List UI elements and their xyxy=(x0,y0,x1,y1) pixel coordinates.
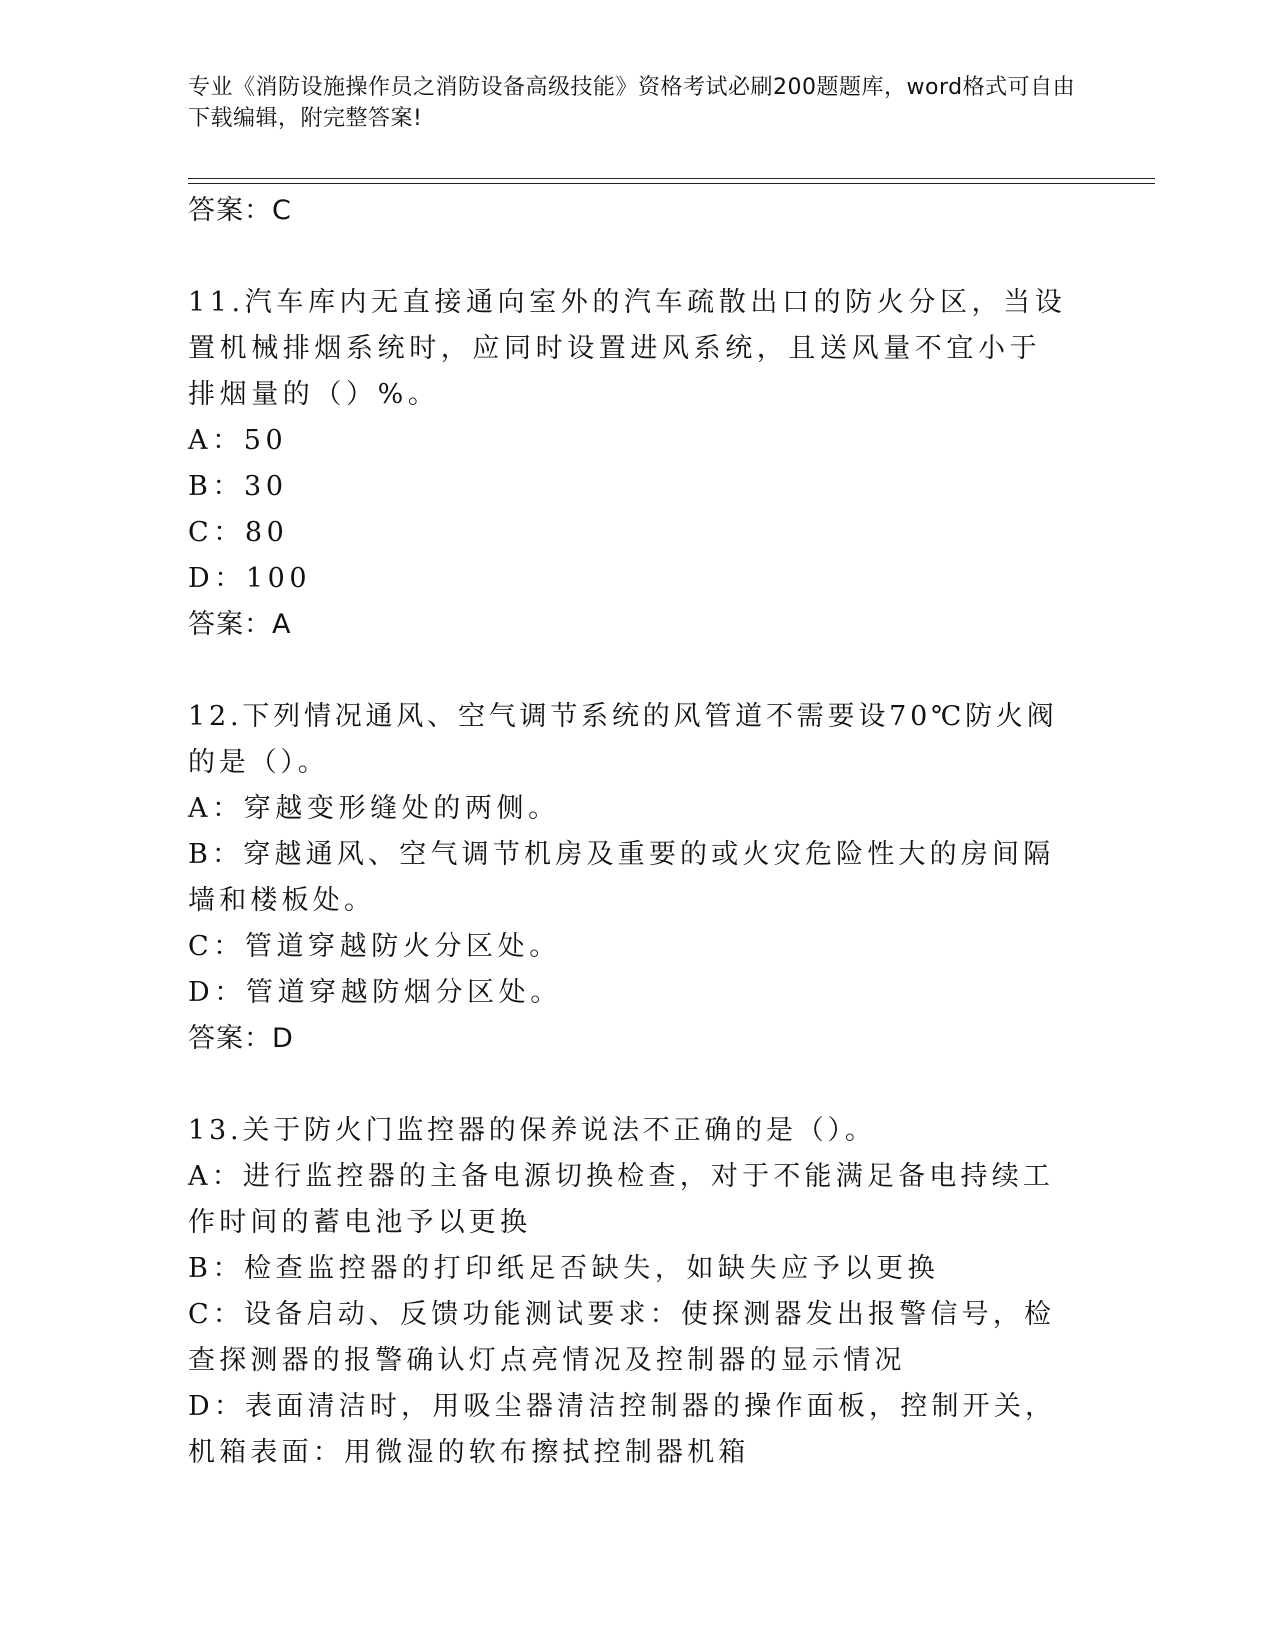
previous-answer: 答案：C xyxy=(188,195,292,226)
question-text: 12.下列情况通风、空气调节系统的风管道不需要设70℃防火阀的是（）。 xyxy=(188,701,1058,778)
option-c: C：管道穿越防火分区处。 xyxy=(188,931,561,962)
option-c: C：设备启动、反馈功能测试要求：使探测器发出报警信号，检查探测器的报警确认灯点亮情况及控制器的显示情况 xyxy=(188,1299,1056,1376)
option-a: A：50 xyxy=(188,425,288,456)
option-d: D：管道穿越防烟分区处。 xyxy=(188,977,562,1008)
question-answer: 答案：A xyxy=(188,609,292,640)
question-text: 13.关于防火门监控器的保养说法不正确的是（）。 xyxy=(188,1115,876,1146)
question-13 xyxy=(188,1108,1068,1476)
header-divider-top xyxy=(188,178,1155,179)
option-b: B：穿越通风、空气调节机房及重要的或火灾危险性大的房间隔墙和楼板处。 xyxy=(188,839,1055,916)
option-d: D：100 xyxy=(188,563,312,594)
document-header: 专业《消防设施操作员之消防设备高级技能》资格考试必刷200题题库，word格式可自由下载编辑，附完整答案! xyxy=(188,75,1076,131)
option-d: D：表面清洁时，用吸尘器清洁控制器的操作面板，控制开关，机箱表面：用微湿的软布擦拭控制器机箱 xyxy=(188,1391,1057,1468)
question-text: 11.汽车库内无直接通向室外的汽车疏散出口的防火分区，当设置机械排烟系统时，应同时设置进风系统，且送风量不宜小于排烟量的（）%。 xyxy=(188,287,1067,410)
question-answer: 答案：D xyxy=(188,1023,294,1054)
option-b: B：检查监控器的打印纸足否缺失，如缺失应予以更换 xyxy=(188,1253,940,1284)
question-12 xyxy=(188,694,1068,1062)
option-c: C：80 xyxy=(188,517,289,548)
question-11 xyxy=(188,280,1068,648)
header-divider-bottom xyxy=(188,183,1155,184)
option-a: A：进行监控器的主备电源切换检查，对于不能满足备电持续工作时间的蓄电池予以更换 xyxy=(188,1161,1055,1238)
question-list xyxy=(188,188,1068,1476)
option-b: B：30 xyxy=(188,471,288,502)
option-a: A：穿越变形缝处的两侧。 xyxy=(188,793,560,824)
